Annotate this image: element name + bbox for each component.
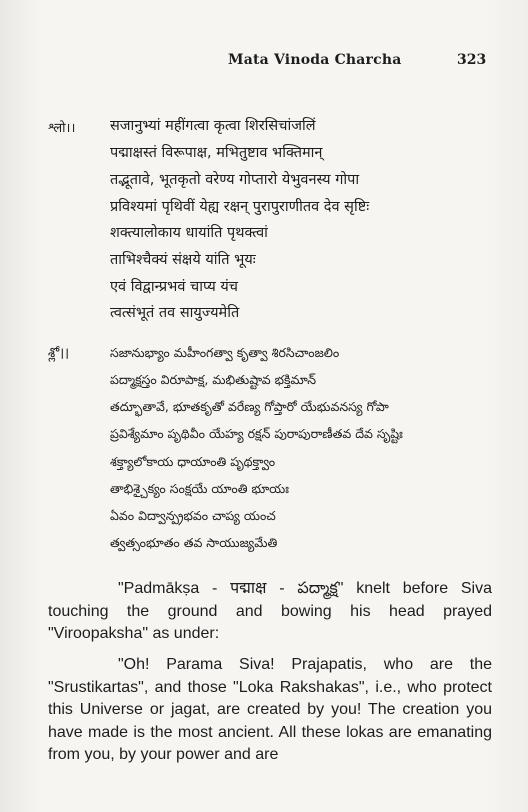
telugu-line: సజానుభ్యాం మహీంగత్వా కృత్వా శిరసిచాంజలిం xyxy=(110,345,340,360)
telugu-line: త్వత్సంభూతం తవ సాయుజ్యమేతి xyxy=(110,535,278,550)
sanskrit-line: सजानुभ्यां महींगत्वा कृत्वा शिरसिचांजलिं xyxy=(110,118,316,134)
sanskrit-line: प्रविश्यमां पृथिवीं येह्य रक्षन् पुरापुराणीतव देव सृष्टिः xyxy=(110,199,370,215)
sanskrit-line: ताभिश्चैक्यं संक्षये यांति भूयः xyxy=(110,252,256,268)
telugu-line: ఏవం విద్వాన్ప్రభవం చాప్య యంచ xyxy=(110,508,276,523)
sanskrit-line: एवं विद्वान्प्रभवं चाप्य यंच xyxy=(110,279,238,295)
telugu-line: పద్మాక్షస్తం విరూపాక్ష, మభితుష్టావ భక్తిమాన్ xyxy=(110,372,317,387)
telugu-line: తాభిశ్చైక్యం సంక్షయే యాంతి భూయః xyxy=(110,481,289,496)
running-title: Mata Vinoda Charcha xyxy=(228,52,402,68)
telugu-line: శక్త్యాలోకాయ ధాయాంతి పృథక్త్వాం xyxy=(110,454,276,469)
telugu-line: ప్రవిశ్యేమాం పృథివీం యేహ్య రక్షన్ పురాపురాణీతవ దేవ సృష్టిః xyxy=(110,426,403,441)
telugu-sloka-label: శ్లో।। xyxy=(48,346,70,361)
page-number: 323 xyxy=(457,52,487,68)
commentary-paragraph: "Oh! Parama Siva! Prajapatis, who are the "Srustikartas", and those "Loka Rakshakas", i.e., who protect this Universe or jagat, are created by you! The creation you have made is the most ancient. All these lokas are emanating from you, by your power and are xyxy=(48,656,492,763)
sanskrit-line: त्वत्संभूतं तव सायुज्यमेति xyxy=(110,305,240,321)
commentary-paragraph: "Padmākṣa - पद्माक्ष - పద్మాక్ష" knelt before Siva touching the ground and bowing his head prayed "Viroopaksha" as under: xyxy=(48,580,492,642)
sanskrit-line: तद्भूतावे, भूतकृतो वरेण्य गोप्तारो येभुवनस्य गोपा xyxy=(110,172,360,188)
telugu-line: తద్భూతావే, భూతకృతో వరేణ్య గోప్తారో యేభువనస్య గోపా xyxy=(110,399,389,414)
sanskrit-line: पद्माक्षस्तं विरूपाक्ष, मभितुष्टाव भक्तिमान् xyxy=(110,145,323,161)
sanskrit-sloka-label: श्लो।। xyxy=(48,121,76,136)
sanskrit-line: शक्त्यालोकाय धायांति पृथक्त्वां xyxy=(110,225,268,241)
page-header xyxy=(0,52,528,72)
